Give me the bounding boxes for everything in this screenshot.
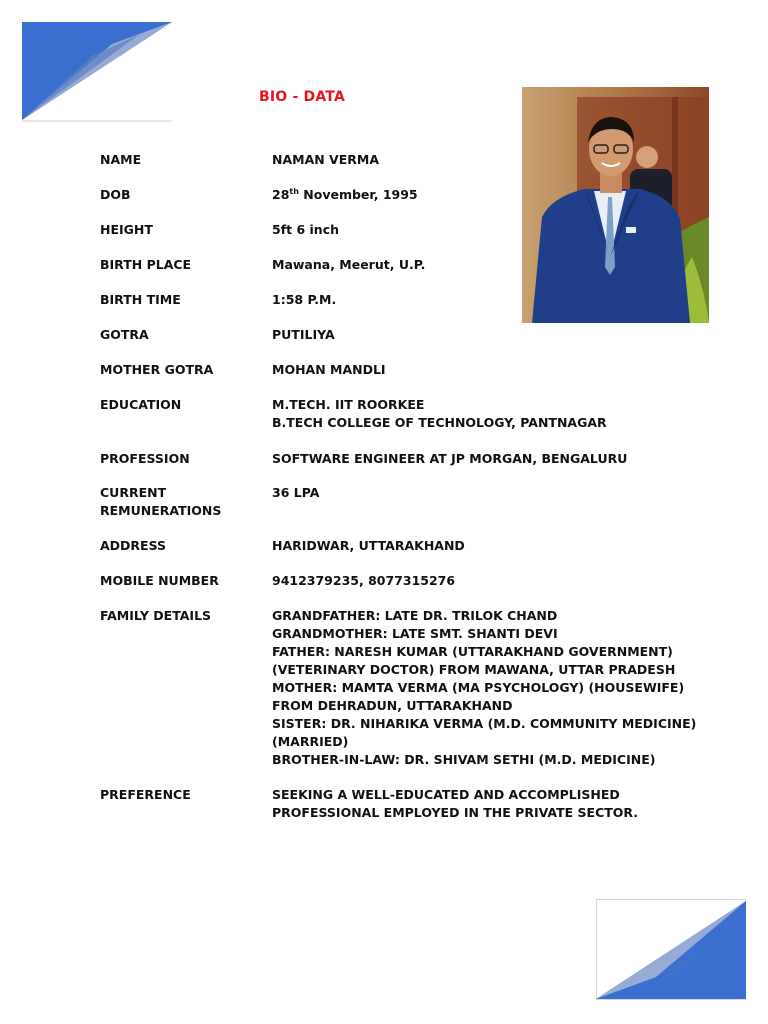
value-family: [272, 607, 702, 769]
dob-rest: November, 1995: [298, 187, 418, 202]
page-title: BIO - DATA: [259, 89, 346, 105]
label-preference: PREFERENCE: [100, 787, 191, 802]
value-birth-place: Mawana, Meerut, U.P.: [272, 257, 426, 272]
value-height: 5ft 6 inch: [272, 222, 340, 237]
value-address: HARIDWAR, UTTARAKHAND: [272, 538, 465, 553]
value-mother-gotra: MOHAN MANDLI: [272, 362, 386, 377]
family-line: MOTHER: MAMTA VERMA (MA PSYCHOLOGY) (HOUSEWIFE): [272, 680, 685, 695]
value-profession: SOFTWARE ENGINEER AT JP MORGAN, BENGALURU: [272, 451, 628, 466]
family-line: FATHER: NARESH KUMAR (UTTARAKHAND GOVERNMENT): [272, 644, 673, 659]
remuneration-label-line: REMUNERATIONS: [100, 503, 222, 518]
value-education: [272, 396, 702, 432]
family-line: (VETERINARY DOCTOR) FROM MAWANA, UTTAR PRADESH: [272, 662, 676, 677]
preference-line: SEEKING A WELL-EDUCATED AND ACCOMPLISHED: [272, 787, 620, 802]
value-preference: [272, 786, 702, 822]
value-name: NAMAN VERMA: [272, 152, 380, 167]
value-mobile: 9412379235, 8077315276: [272, 573, 456, 588]
profile-photo: [522, 87, 709, 323]
family-line: GRANDFATHER: LATE DR. TRILOK CHAND: [272, 608, 558, 623]
label-dob: DOB: [100, 187, 131, 202]
label-mobile: MOBILE NUMBER: [100, 573, 219, 588]
family-line: GRANDMOTHER: LATE SMT. SHANTI DEVI: [272, 626, 558, 641]
value-dob: [272, 186, 702, 204]
education-line: B.TECH COLLEGE OF TECHNOLOGY, PANTNAGAR: [272, 415, 607, 430]
label-name: NAME: [100, 152, 142, 167]
education-line: M.TECH. IIT ROORKEE: [272, 397, 425, 412]
label-gotra: GOTRA: [100, 327, 149, 342]
family-line: (MARRIED): [272, 734, 349, 749]
corner-decoration-bottom-right: [596, 899, 746, 1000]
corner-decoration-top-left: [22, 22, 174, 122]
label-height: HEIGHT: [100, 222, 153, 237]
value-gotra: PUTILIYA: [272, 327, 335, 342]
dob-suffix: th: [289, 186, 299, 196]
label-birth-place: BIRTH PLACE: [100, 257, 192, 272]
dob-day: 28: [272, 187, 290, 202]
family-line: FROM DEHRADUN, UTTARAKHAND: [272, 698, 513, 713]
label-birth-time: BIRTH TIME: [100, 292, 181, 307]
family-line: BROTHER-IN-LAW: DR. SHIVAM SETHI (M.D. MEDICINE): [272, 752, 656, 767]
remuneration-label-line: CURRENT: [100, 485, 167, 500]
family-line: SISTER: DR. NIHARIKA VERMA (M.D. COMMUNITY MEDICINE): [272, 716, 697, 731]
value-remuneration: 36 LPA: [272, 485, 320, 500]
label-address: ADDRESS: [100, 538, 167, 553]
label-education: EDUCATION: [100, 397, 182, 412]
value-birth-time: 1:58 P.M.: [272, 292, 337, 307]
label-family: FAMILY DETAILS: [100, 608, 212, 623]
preference-line: PROFESSIONAL EMPLOYED IN THE PRIVATE SECTOR.: [272, 805, 639, 820]
label-remuneration: [100, 484, 260, 520]
label-mother-gotra: MOTHER GOTRA: [100, 362, 214, 377]
label-profession: PROFESSION: [100, 451, 190, 466]
